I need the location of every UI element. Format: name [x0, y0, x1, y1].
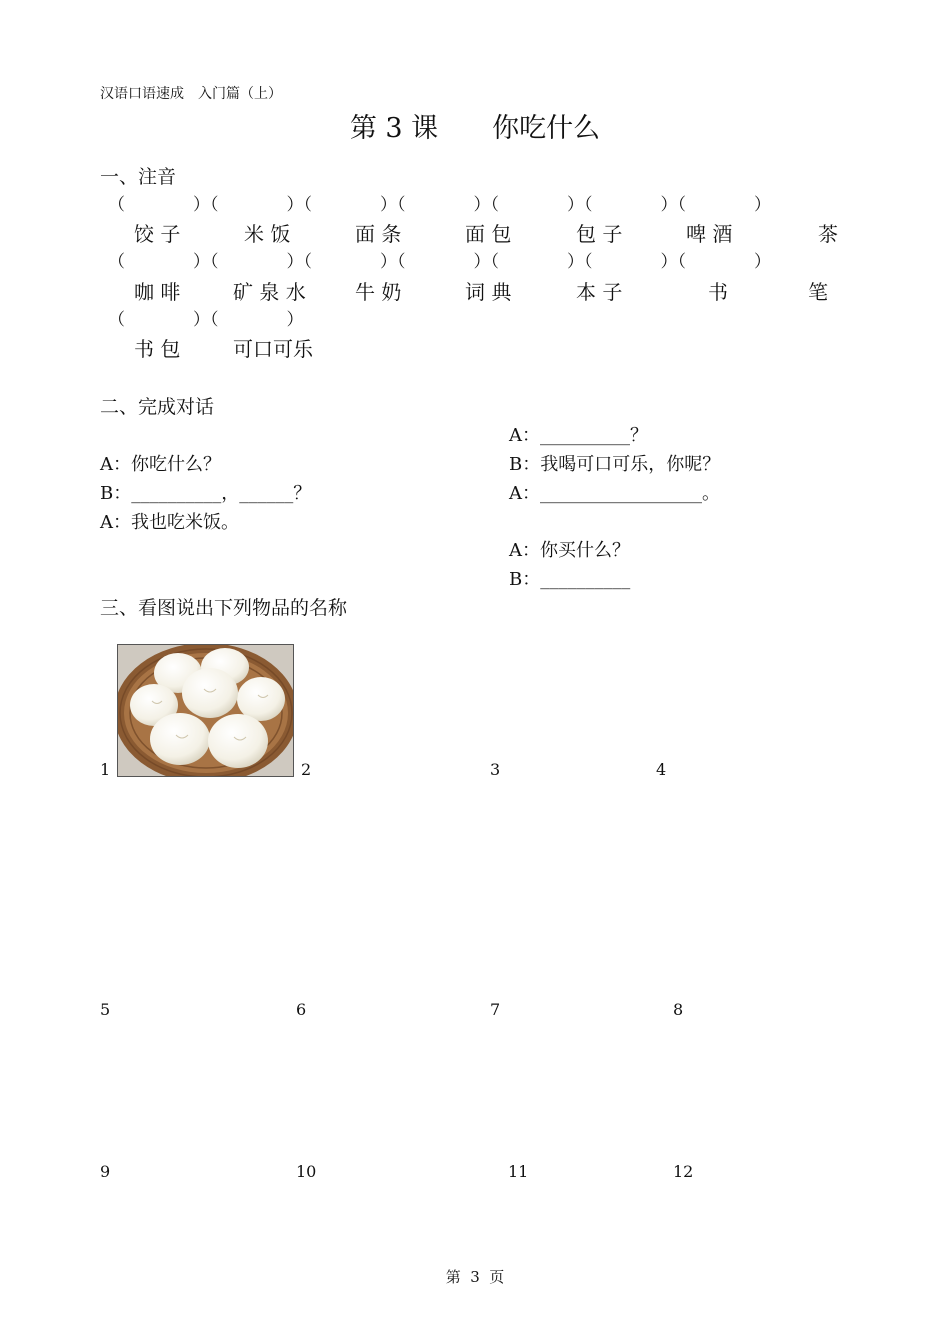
word-mianbao: 面 包: [465, 222, 512, 246]
dialog-right-line-2: B：我喝可口可乐，你呢？: [509, 454, 721, 475]
word-shubao: 书 包: [134, 337, 181, 361]
section1-heading: 一、注音: [100, 166, 177, 188]
word-kekoukele: 可口可乐: [233, 337, 313, 361]
item-number-12: 12: [673, 1162, 694, 1181]
item-number-4: 4: [656, 760, 667, 779]
book-header: 汉语口语速成 入门篇（上）: [100, 86, 282, 102]
dialog-left-line-1: A：你吃什么？: [100, 454, 221, 475]
item-number-9: 9: [100, 1162, 111, 1181]
dialog-right-line-5: B：__________: [509, 569, 631, 590]
word-niunai: 牛 奶: [355, 280, 402, 304]
word-jiaozi: 饺 子: [134, 222, 181, 246]
item-number-1: 1: [100, 760, 111, 779]
item-number-6: 6: [296, 1000, 307, 1019]
lesson-title: 第 3 课 你吃什么: [349, 113, 601, 144]
dialog-left-line-2: B：__________，______？: [100, 483, 312, 504]
dialog-right-line-1: A：__________？: [509, 425, 648, 446]
dialog-right-line-4: A：你买什么？: [509, 540, 630, 561]
steamed-buns-photo: [117, 644, 294, 777]
paren-row-1: （ ）（ ）（ ）（ ）（ ）（ ）（ ）: [108, 195, 771, 215]
paren-row-2: （ ）（ ）（ ）（ ）（ ）（ ）（ ）: [108, 252, 771, 272]
item-number-8: 8: [673, 1000, 684, 1019]
section3-heading: 三、看图说出下列物品的名称: [100, 597, 348, 619]
dialog-right-line-3: A：__________________。: [509, 483, 720, 504]
item-number-2: 2: [301, 760, 312, 779]
word-shu: 书: [708, 280, 728, 304]
item-number-3: 3: [490, 760, 501, 779]
word-bi: 笔: [808, 280, 828, 304]
paren-row-3: （ ）（ ）: [108, 310, 304, 330]
dialog-left-line-3: A：我也吃米饭。: [100, 512, 239, 533]
word-mifan: 米 饭: [244, 222, 291, 246]
section2-heading: 二、完成对话: [100, 396, 215, 418]
word-pijiu: 啤 酒: [686, 222, 733, 246]
word-baozi: 包 子: [576, 222, 623, 246]
word-cha: 茶: [818, 222, 838, 246]
item-number-5: 5: [100, 1000, 111, 1019]
item-number-10: 10: [296, 1162, 317, 1181]
word-benzi: 本 子: [576, 280, 623, 304]
word-miantiao: 面 条: [355, 222, 402, 246]
page-number: 第 3 页: [445, 1268, 505, 1286]
word-kafei: 咖 啡: [134, 280, 181, 304]
item-number-7: 7: [490, 1000, 501, 1019]
item-number-11: 11: [508, 1162, 529, 1181]
word-cidian: 词 典: [465, 280, 512, 304]
word-kuangquanshui: 矿 泉 水: [233, 280, 306, 304]
